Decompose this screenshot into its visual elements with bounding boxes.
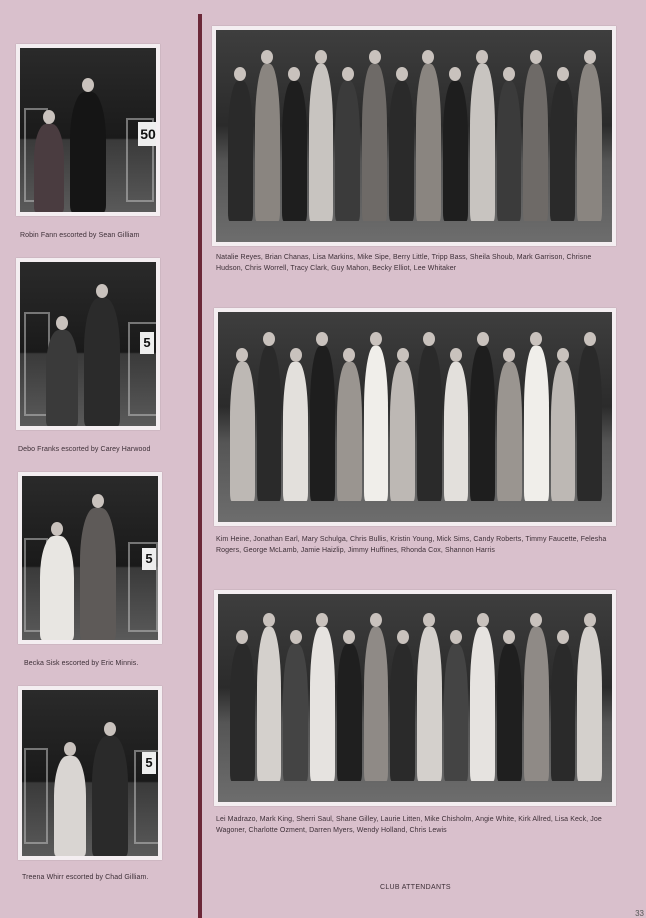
- person-silhouette: [255, 64, 280, 221]
- couple-caption-3: Becka Sisk escorted by Eric Minnis.: [24, 660, 139, 667]
- person-silhouette: [444, 644, 469, 781]
- person-silhouette: [551, 362, 576, 501]
- page-number: 33: [635, 909, 644, 918]
- person-silhouette: [230, 644, 255, 781]
- person-silhouette: [337, 362, 362, 501]
- person-silhouette: [310, 346, 335, 501]
- couple-photo-4: [18, 686, 162, 860]
- couple-photo-3: [18, 472, 162, 644]
- person-silhouette: [335, 81, 360, 221]
- person-silhouette: [416, 64, 441, 221]
- couple-caption-1: Robin Fann escorted by Sean Gilliam: [20, 232, 140, 239]
- person-silhouette: [257, 627, 282, 781]
- person-silhouette: [364, 627, 389, 781]
- person-silhouette: [524, 627, 549, 781]
- person-silhouette: [283, 362, 308, 501]
- section-title: CLUB ATTENDANTS: [380, 884, 451, 891]
- couple-caption-4: Treena Whirr escorted by Chad Gilliam.: [22, 874, 149, 881]
- person-silhouette: [577, 346, 602, 501]
- person-silhouette: [362, 64, 387, 221]
- person-silhouette: [497, 362, 522, 501]
- photo-image: [218, 312, 612, 522]
- person-silhouette: [364, 346, 389, 501]
- person-silhouette: [577, 627, 602, 781]
- person-silhouette: [282, 81, 307, 221]
- photo-image: [22, 690, 158, 856]
- photo-image: [20, 262, 156, 426]
- gate-sign: 50: [138, 122, 156, 146]
- couple-photo-2: [16, 258, 160, 430]
- person-silhouette: [257, 346, 282, 501]
- person-silhouette: [551, 644, 576, 781]
- person-silhouette: [390, 362, 415, 501]
- couple-caption-2: Debo Franks escorted by Carey Harwood: [18, 446, 151, 453]
- photo-image: [20, 48, 156, 212]
- person-silhouette: [550, 81, 575, 221]
- group-caption-3: Lei Madrazo, Mark King, Sherri Saul, Shane Gilley, Laurie Litten, Mike Chisholm, Angie White, Kirk Allred, Lisa Keck, Joe Wagoner, Charlotte Ozment, Darren Myers, Wendy Holland, Chris Lewis: [216, 816, 602, 834]
- group-photo-3: [214, 590, 616, 806]
- person-silhouette: [417, 346, 442, 501]
- person-silhouette: [524, 346, 549, 501]
- photo-image: [22, 476, 158, 640]
- person-silhouette: [337, 644, 362, 781]
- person-silhouette: [283, 644, 308, 781]
- person-silhouette: [417, 627, 442, 781]
- photo-image: [218, 594, 612, 802]
- couple-photo-1: [16, 44, 160, 216]
- person-silhouette: [309, 64, 334, 221]
- person-silhouette: [230, 362, 255, 501]
- person-silhouette: [497, 644, 522, 781]
- group-caption-2: Kim Heine, Jonathan Earl, Mary Schulga, Chris Bullis, Kristin Young, Mick Sims, Candy Roberts, Timmy Faucette, Felesha Rogers, George McLamb, Jamie Haizlip, Jimmy Huffines, Rhonda Cox, Shannon Harris: [216, 536, 607, 554]
- group-caption-1: Natalie Reyes, Brian Chanas, Lisa Markins, Mike Sipe, Berry Little, Tripp Bass, Sheila Shoub, Mark Garrison, Chrisne Hudson, Chris Worrell, Tracy Clark, Guy Mahon, Becky Elliot, Lee Whitaker: [216, 254, 592, 272]
- column-divider: [198, 14, 202, 918]
- person-silhouette: [523, 64, 548, 221]
- person-silhouette: [577, 64, 602, 221]
- person-silhouette: [310, 627, 335, 781]
- group-photo-1: [212, 26, 616, 246]
- gate-sign: 5: [142, 752, 156, 774]
- person-silhouette: [470, 627, 495, 781]
- group-photo-2: [214, 308, 616, 526]
- person-silhouette: [228, 81, 253, 221]
- gate-sign: 5: [140, 332, 154, 354]
- photo-image: [216, 30, 612, 242]
- person-silhouette: [390, 644, 415, 781]
- person-silhouette: [389, 81, 414, 221]
- person-silhouette: [497, 81, 522, 221]
- person-silhouette: [470, 64, 495, 221]
- person-silhouette: [470, 346, 495, 501]
- person-silhouette: [443, 81, 468, 221]
- person-silhouette: [444, 362, 469, 501]
- gate-sign: 5: [142, 548, 156, 570]
